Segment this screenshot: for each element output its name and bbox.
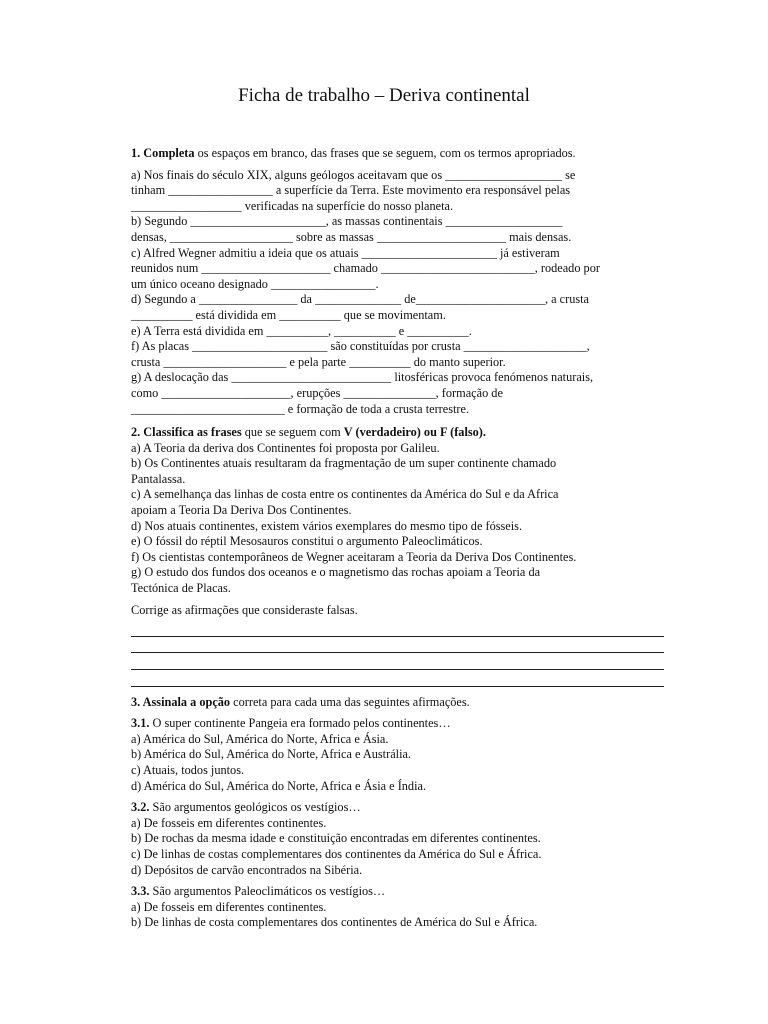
q2-line: f) Os cientistas contemporâneos de Wegner aceitaram a Teoria da Deriva Dos Continentes. (131, 549, 577, 564)
q1-line: reunidos num _____________________ chamado _________________________, rodeado por (131, 261, 600, 276)
q1-heading-text: os espaços em branco, das frases que se seguem, com os termos apropriados. (194, 146, 576, 160)
q2-line: a) A Teoria da deriva dos Continentes foi proposta por Galileu. (131, 440, 440, 455)
q2-heading-bold: 2. Classifica as frases (131, 425, 242, 440)
q2-corrige-instruction: Corrige as afirmações que consideraste falsas. (131, 602, 358, 617)
q1-line: __________________ verificadas na superfície do nosso planeta. (131, 198, 454, 213)
q2-line: e) O fóssil do réptil Mesosauros constitui o argumento Paleoclimáticos. (131, 534, 483, 549)
q3-2-option: a) De fosseis em diferentes continentes. (131, 815, 327, 830)
q3-1-stem (131, 716, 661, 732)
answer-line (131, 670, 664, 687)
q3-1-option: a) América do Sul, América do Norte, Africa e Ásia. (131, 731, 389, 746)
q1-line: f) As placas ______________________ são constituídas por crusta ____________________, (131, 339, 590, 354)
q1-line: e) A Terra está dividida em __________, __________ e __________. (131, 323, 472, 338)
q1-line: __________ está dividida em __________ que se movimentam. (131, 307, 446, 322)
answer-line (131, 653, 664, 670)
worksheet-body (131, 146, 661, 931)
q1-heading-bold: 1. Completa (131, 146, 195, 160)
q1-line: b) Segundo ______________________, as massas continentais ___________________ (131, 214, 563, 229)
q2-heading-bold-vf: V (verdadeiro) ou F (falso). (343, 425, 486, 440)
q3-heading-text: correta para cada uma das seguintes afirmações. (230, 694, 470, 709)
q2-line: Pantalassa. (131, 471, 186, 486)
q3-2-stem (131, 800, 661, 816)
q2-line: apoiam a Teoria Da Deriva Dos Continentes. (131, 503, 352, 518)
q3-2-option: b) De rochas da mesma idade e constituição encontradas em diferentes continentes. (131, 831, 541, 846)
q1-line: um único oceano designado _________________. (131, 276, 379, 291)
q3-1-option: b) América do Sul, América do Norte, Africa e Austrália. (131, 747, 412, 762)
answer-lines (131, 620, 661, 686)
q2-line: b) Os Continentes atuais resultaram da fragmentação de um super continente chamado (131, 456, 557, 471)
q3-1-number: 3.1. (131, 716, 150, 731)
q3-2-number: 3.2. (131, 800, 150, 815)
q1-line: crusta ____________________ e pela parte __________ do manto superior. (131, 354, 506, 369)
q2-heading (131, 425, 661, 441)
q1-line: _________________________ e formação de toda a crusta terrestre. (131, 401, 470, 416)
q3-2-text: São argumentos geológicos os vestígios… (149, 800, 361, 815)
q3-3-number: 3.3. (131, 884, 150, 899)
q2-lines (131, 441, 661, 597)
q3-3-option: b) De linhas de costa complementares dos continentes de América do Sul e África. (131, 915, 538, 930)
q3-heading (131, 695, 661, 711)
q3-1-option: d) América do Sul, América do Norte, Africa e Ásia e Índia. (131, 778, 427, 793)
q2-line: c) A semelhança das linhas de costa entre os continentes da América do Sul e da Africa (131, 487, 559, 502)
q1-line: d) Segundo a ________________ da ______________ de_____________________, a crusta (131, 292, 590, 307)
q1-heading (131, 146, 661, 162)
page-title: Ficha de trabalho – Deriva continental (238, 85, 530, 106)
q1-lines (131, 168, 661, 418)
q3-3-text: São argumentos Paleoclimáticos os vestígios… (149, 884, 386, 899)
q1-line: a) Nos finais do século XIX, alguns geólogos aceitavam que os ___________________ se (131, 167, 576, 182)
q3-1-option: c) Atuais, todos juntos. (131, 762, 245, 777)
q1-line: como _____________________, erupções _______________, formação de (131, 385, 503, 400)
q3-3-stem (131, 884, 661, 900)
q2-line: Tectónica de Placas. (131, 581, 231, 596)
q3-3 (131, 884, 661, 931)
answer-line (131, 637, 664, 654)
q2-line: d) Nos atuais continentes, existem vários exemplares do mesmo tipo de fósseis. (131, 518, 523, 533)
q3-2-option: d) Depósitos de carvão encontrados na Sibéria. (131, 862, 363, 877)
q1-line: densas, ____________________ sobre as massas _____________________ mais densas. (131, 229, 572, 244)
q3-1 (131, 716, 661, 794)
q1-line: tinham _________________ a superfície da Terra. Este movimento era responsável pelas (131, 183, 571, 198)
q3-3-option: a) De fosseis em diferentes continentes. (131, 899, 327, 914)
q3-2-option: c) De linhas de costas complementares dos continentes da América do Sul e África. (131, 846, 542, 861)
answer-line (131, 620, 664, 637)
q2-heading-text: que se seguem com (241, 425, 344, 440)
q3-heading-bold: 3. Assinala a opção (131, 694, 231, 709)
q3-1-text: O super continente Pangeia era formado pelos continentes… (149, 716, 451, 731)
q1-line: g) A deslocação das __________________________ litosféricas provoca fenómenos naturais, (131, 370, 594, 385)
q3-2 (131, 800, 661, 878)
q2-line: g) O estudo dos fundos dos oceanos e o magnetismo das rochas apoiam a Teoria da (131, 565, 541, 580)
q1-line: c) Alfred Wegner admitiu a ideia que os atuais ______________________ já estiveram (131, 245, 560, 260)
